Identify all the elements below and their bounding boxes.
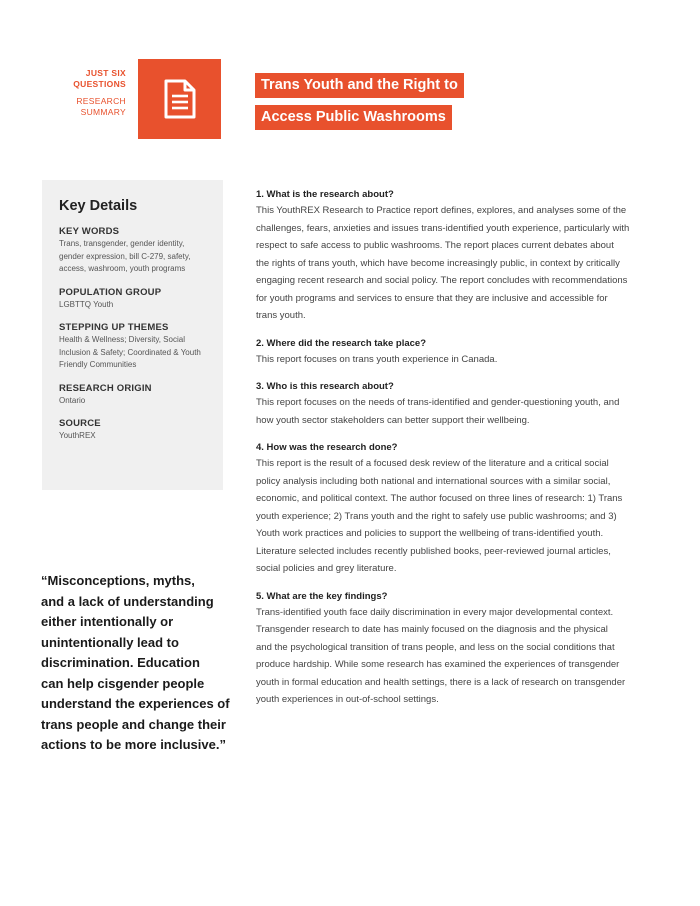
- value-line: YouthREX: [59, 431, 96, 440]
- question-1: [256, 188, 656, 325]
- quote-line: can help cisgender people: [41, 675, 205, 691]
- answer-line: youth in formal education and health settings, there is a lack of research on transgender: [256, 676, 626, 688]
- value-line: Inclusion & Safety; Coordinated & Youth: [59, 347, 201, 357]
- answer-line: the rights of trans youth, which have become increasingly public, in context by critically: [256, 257, 620, 269]
- section-label: SOURCE: [59, 418, 101, 429]
- series-name-line2: QUESTIONS: [73, 79, 126, 89]
- answer-line: trans youth.: [256, 310, 306, 321]
- page-title-line2: Access Public Washrooms: [255, 105, 452, 130]
- section-value: [59, 395, 209, 408]
- question-heading: 1. What is the research about?: [256, 189, 394, 200]
- key-details-title: Key Details: [59, 198, 138, 214]
- answer-line: Transgender research to date has mainly focused on the diagnosis and the physical: [256, 624, 608, 635]
- series-name-line1: JUST SIX: [85, 68, 126, 78]
- answer-line: produce hardship. While some research has examined the experiences of transgender: [256, 659, 620, 670]
- answer-line: Youth work practices and policies to support the wellbeing of trans-identified youth.: [256, 528, 604, 539]
- answer-line: engaging recent research and social policy. The report concludes with recommendations: [256, 275, 628, 286]
- question-answer: [256, 604, 656, 709]
- section-label: KEY WORDS: [59, 226, 120, 237]
- question-3: [256, 380, 656, 429]
- answer-line: This report focuses on the needs of trans-identified and gender-questioning youth, and: [256, 397, 620, 408]
- answer-line: economic, and political context. The author focused on three lines of research: 1) Trans: [256, 493, 623, 504]
- stepping-up-themes-section: [59, 322, 209, 372]
- document-icon: [138, 59, 221, 139]
- source-section: [59, 418, 209, 443]
- key-words-section: [59, 226, 209, 276]
- value-line: Ontario: [59, 395, 86, 405]
- answer-line: and the psychological transition of trans people, and less on the social conditions that: [256, 641, 615, 653]
- key-details-panel: [42, 180, 223, 490]
- value-line: LGBTTQ Youth: [59, 299, 114, 309]
- question-heading: 3. Who is this research about?: [256, 381, 394, 392]
- quote-line: “Misconceptions, myths,: [41, 573, 195, 588]
- quote-line: and a lack of understanding: [41, 593, 214, 609]
- answer-line: This YouthREX Research to Practice report defines, explores, and analyses some of the: [256, 205, 627, 216]
- section-value: [59, 430, 209, 443]
- answer-line: challenges, fears, anxieties and issues trans-identified youth experience, particularly with: [256, 222, 630, 234]
- quote-line: trans people and change their: [41, 716, 226, 732]
- question-2: [256, 337, 656, 369]
- quote-line: either intentionally or: [41, 614, 174, 629]
- pull-quote: [41, 571, 230, 756]
- question-heading: 2. Where did the research take place?: [256, 337, 427, 349]
- question-answer: [256, 455, 656, 578]
- answer-line: social policies and grey literature.: [256, 563, 397, 574]
- section-label: STEPPING UP THEMES: [59, 322, 169, 333]
- value-line: gender expression, bill C-279, safety,: [59, 251, 191, 261]
- question-answer: [256, 351, 656, 369]
- answer-line: This report focuses on trans youth experience in Canada.: [256, 353, 498, 365]
- section-value: [59, 299, 209, 312]
- quote-line: discrimination. Education: [41, 655, 200, 670]
- question-5: [256, 590, 656, 709]
- answer-line: Trans-identified youth face daily discrimination in every major developmental context.: [256, 606, 614, 618]
- answer-line: for youth programs and services to ensure that they are inclusive and accessible for: [256, 292, 608, 304]
- value-line: Trans, transgender, gender identity,: [59, 239, 185, 248]
- quote-line: unintentionally lead to: [41, 634, 179, 650]
- value-line: Friendly Communities: [59, 360, 137, 369]
- section-value: [59, 334, 209, 372]
- research-origin-section: [59, 383, 209, 408]
- question-answer: [256, 394, 656, 429]
- question-heading: 4. How was the research done?: [256, 442, 398, 453]
- section-label: RESEARCH ORIGIN: [59, 382, 152, 394]
- value-line: Health & Wellness; Diversity, Social: [59, 335, 185, 344]
- quote-line: actions to be more inclusive.”: [41, 737, 226, 752]
- section-label: POPULATION GROUP: [59, 286, 162, 298]
- main-content: [256, 188, 656, 721]
- question-4: [256, 441, 656, 578]
- question-heading: 5. What are the key findings?: [256, 590, 388, 602]
- answer-line: This report is the result of a focused desk review of the literature and a critical social: [256, 458, 609, 469]
- quote-line: understand the experiences of: [41, 696, 230, 711]
- section-value: [59, 238, 209, 276]
- doc-type-line2: SUMMARY: [80, 107, 126, 117]
- answer-line: youth experience; 2) Trans youth and the right to safely use public washrooms; and 3): [256, 510, 617, 522]
- population-group-section: [59, 287, 209, 312]
- question-answer: [256, 202, 656, 325]
- answer-line: how youth sector stakeholders can better support their wellbeing.: [256, 414, 530, 426]
- answer-line: Literature selected includes recently published books, peer-reviewed journal articles,: [256, 545, 611, 557]
- answer-line: policy analysis including both national and international sources with a similar social,: [256, 475, 611, 487]
- doc-type-line1: RESEARCH: [76, 96, 126, 106]
- answer-line: youth experiences in out-of-school settings.: [256, 694, 439, 705]
- series-label: [40, 68, 126, 118]
- value-line: access, washroom, youth programs: [59, 264, 186, 273]
- page-title-line1: Trans Youth and the Right to: [255, 73, 464, 98]
- answer-line: respect to safe access to public washrooms. The report places current debates about: [256, 240, 614, 251]
